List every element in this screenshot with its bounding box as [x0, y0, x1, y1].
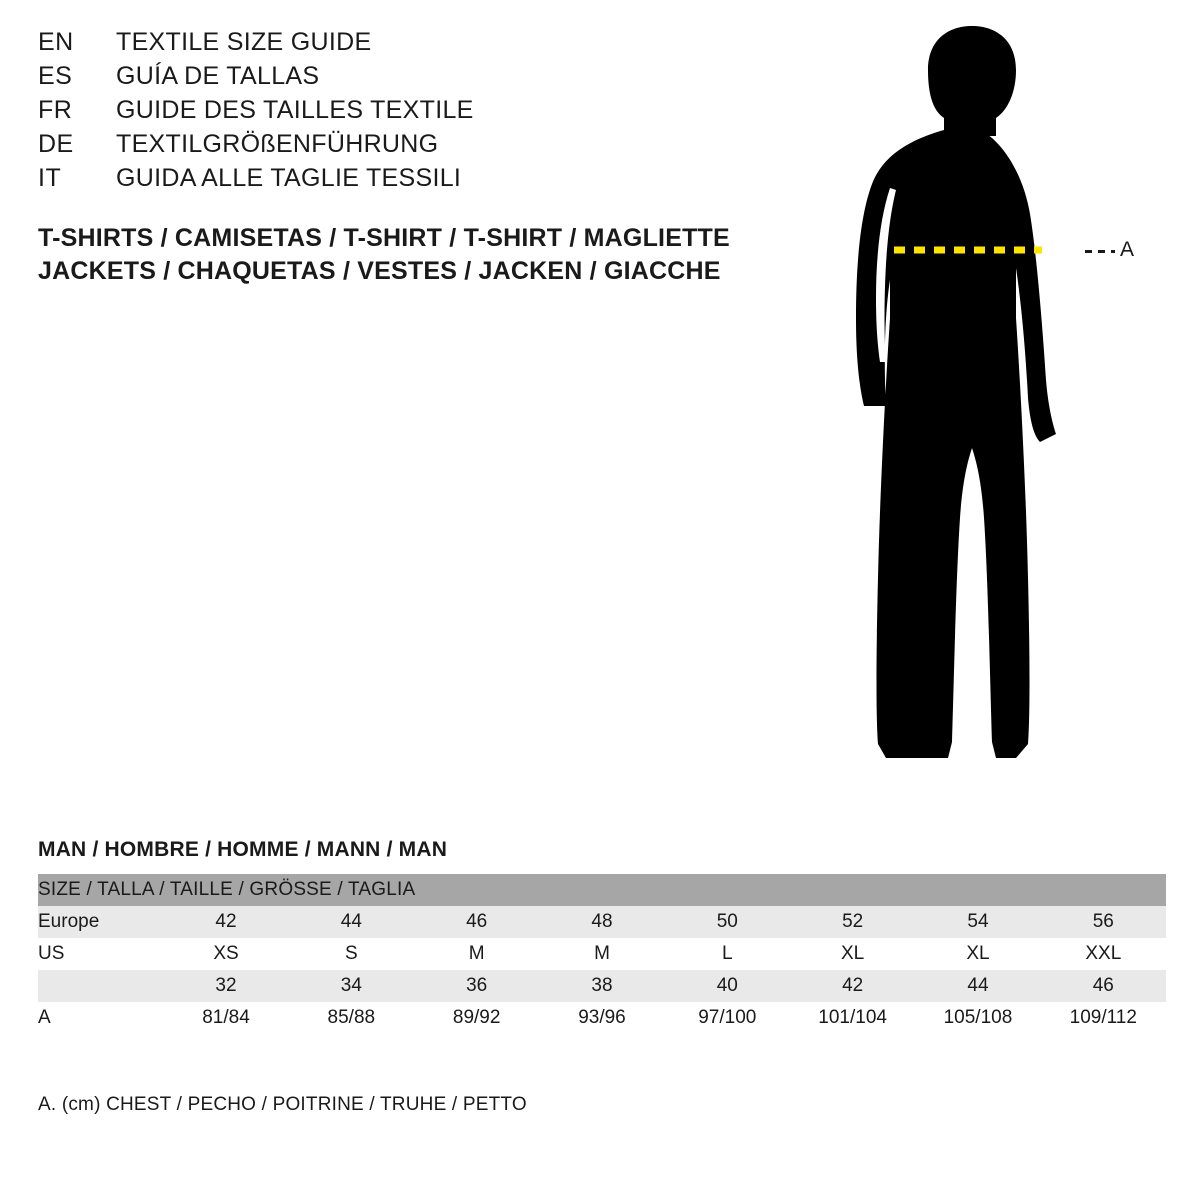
language-row: [38, 28, 758, 62]
language-header-block: [38, 28, 758, 198]
table-row: [38, 938, 1166, 970]
body-silhouette-icon: [820, 18, 1180, 788]
table-header-row: [38, 874, 1166, 906]
table-header-label: SIZE / TALLA / TAILLE / GRÖSSE / TAGLIA: [38, 874, 1166, 906]
table-cell: 109/112: [1041, 1002, 1166, 1034]
table-cell: 42: [163, 906, 288, 938]
table-cell: 56: [1041, 906, 1166, 938]
language-text: GUÍA DE TALLAS: [116, 62, 320, 90]
row-label: US: [38, 938, 163, 970]
language-text: TEXTILGRÖßENFÜHRUNG: [116, 130, 439, 158]
table-row: [38, 970, 1166, 1002]
table-cell: 36: [414, 970, 539, 1002]
row-label: A: [38, 1002, 163, 1034]
table-row: [38, 1002, 1166, 1034]
size-table-section: [38, 838, 1166, 1034]
row-label: Europe: [38, 906, 163, 938]
language-row: [38, 164, 758, 198]
language-code: ES: [38, 62, 73, 90]
table-cell: 54: [915, 906, 1040, 938]
table-cell: XXL: [1041, 938, 1166, 970]
table-row: [38, 906, 1166, 938]
table-cell: S: [289, 938, 414, 970]
table-cell: 81/84: [163, 1002, 288, 1034]
language-text: GUIDE DES TAILLES TEXTILE: [116, 96, 474, 124]
table-cell: XS: [163, 938, 288, 970]
table-cell: M: [414, 938, 539, 970]
language-code: EN: [38, 28, 74, 56]
table-cell: 97/100: [665, 1002, 790, 1034]
language-row: [38, 96, 758, 130]
category-jackets: JACKETS / CHAQUETAS / VESTES / JACKEN / GIACCHE: [38, 257, 721, 285]
table-cell: 85/88: [289, 1002, 414, 1034]
table-cell: 50: [665, 906, 790, 938]
measure-label-a: A: [1120, 238, 1135, 261]
language-row: [38, 62, 758, 96]
category-tshirts: T-SHIRTS / CAMISETAS / T-SHIRT / T-SHIRT / MAGLIETTE: [38, 224, 730, 252]
table-cell: M: [539, 938, 664, 970]
language-text: TEXTILE SIZE GUIDE: [116, 28, 372, 56]
measure-leader-line: [1085, 250, 1115, 253]
table-cell: 105/108: [915, 1002, 1040, 1034]
language-row: [38, 130, 758, 164]
language-text: GUIDA ALLE TAGLIE TESSILI: [116, 164, 462, 192]
table-cell: XL: [790, 938, 915, 970]
size-table: [38, 874, 1166, 1034]
language-code: FR: [38, 96, 73, 124]
table-cell: L: [665, 938, 790, 970]
table-cell: 89/92: [414, 1002, 539, 1034]
language-code: IT: [38, 164, 62, 192]
table-cell: 42: [790, 970, 915, 1002]
table-cell: 46: [1041, 970, 1166, 1002]
table-cell: 52: [790, 906, 915, 938]
table-cell: 44: [289, 906, 414, 938]
table-cell: 38: [539, 970, 664, 1002]
table-cell: 93/96: [539, 1002, 664, 1034]
garment-category-block: [38, 222, 818, 288]
footnote: A. (cm) CHEST / PECHO / POITRINE / TRUHE / PETTO: [38, 1094, 527, 1115]
table-cell: 101/104: [790, 1002, 915, 1034]
table-cell: 46: [414, 906, 539, 938]
table-cell: 32: [163, 970, 288, 1002]
row-label: [38, 970, 163, 1002]
table-cell: 40: [665, 970, 790, 1002]
table-cell: 44: [915, 970, 1040, 1002]
body-figure: [820, 18, 1180, 788]
gender-title: MAN / HOMBRE / HOMME / MANN / MAN: [38, 838, 448, 861]
table-cell: 48: [539, 906, 664, 938]
language-code: DE: [38, 130, 74, 158]
table-cell: XL: [915, 938, 1040, 970]
table-cell: 34: [289, 970, 414, 1002]
